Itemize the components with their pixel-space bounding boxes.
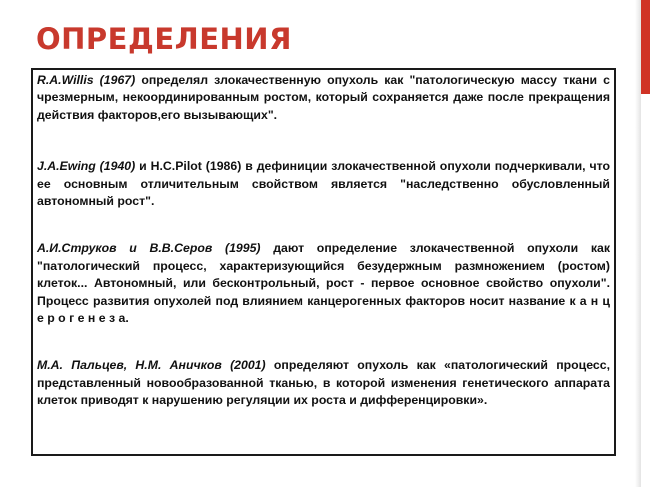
definition-paragraph-strukov [37, 240, 610, 327]
definition-paragraph-paltsev [37, 357, 610, 409]
definition-author: М.А. Пальцев, Н.М. Аничков (2001) [37, 358, 266, 373]
accent-stripe [641, 0, 650, 94]
definition-text: определяют опухоль как «патологический процесс, представленный новообразованной тканью, в которой изменения генетического аппарата клеток приводят к нарушению регуляции их роста и дифференцировки». [37, 358, 610, 408]
definition-text: и H.C.Pilot (1986) в дефиниции злокачественной опухоли подчеркивали, что ее основным отличительным свойством является "наследственно обусловленный автономный рост". [37, 159, 610, 209]
definition-author: R.A.Willis (1967) [37, 73, 136, 87]
definitions-box [31, 68, 616, 456]
definition-author: А.И.Струков и В.В.Серов (1995) [37, 241, 261, 256]
definition-paragraph-willis [37, 72, 610, 124]
definition-text: дают определение злокачественной опухоли как "патологический процесс, характеризующийся безудержным размножением (ростом) клеток... Автономный, или бесконтрольный, рост - первое основное свойство опухоли". Процесс развития опухолей под влиянием канцерогенных факторов носит название к а н ц е р о г е н е з а. [37, 241, 611, 326]
definition-text: определял злокачественную опухоль как "патологическую массу ткани с чрезмерным, некоординированным ростом, который сохраняется даже после прекращения действия факторов,его вызывающих". [37, 73, 610, 122]
definition-author: J.A.Ewing (1940) [37, 159, 136, 174]
definition-paragraph-ewing [37, 158, 610, 210]
slide-title: ОПРЕДЕЛЕНИЯ [36, 22, 292, 56]
